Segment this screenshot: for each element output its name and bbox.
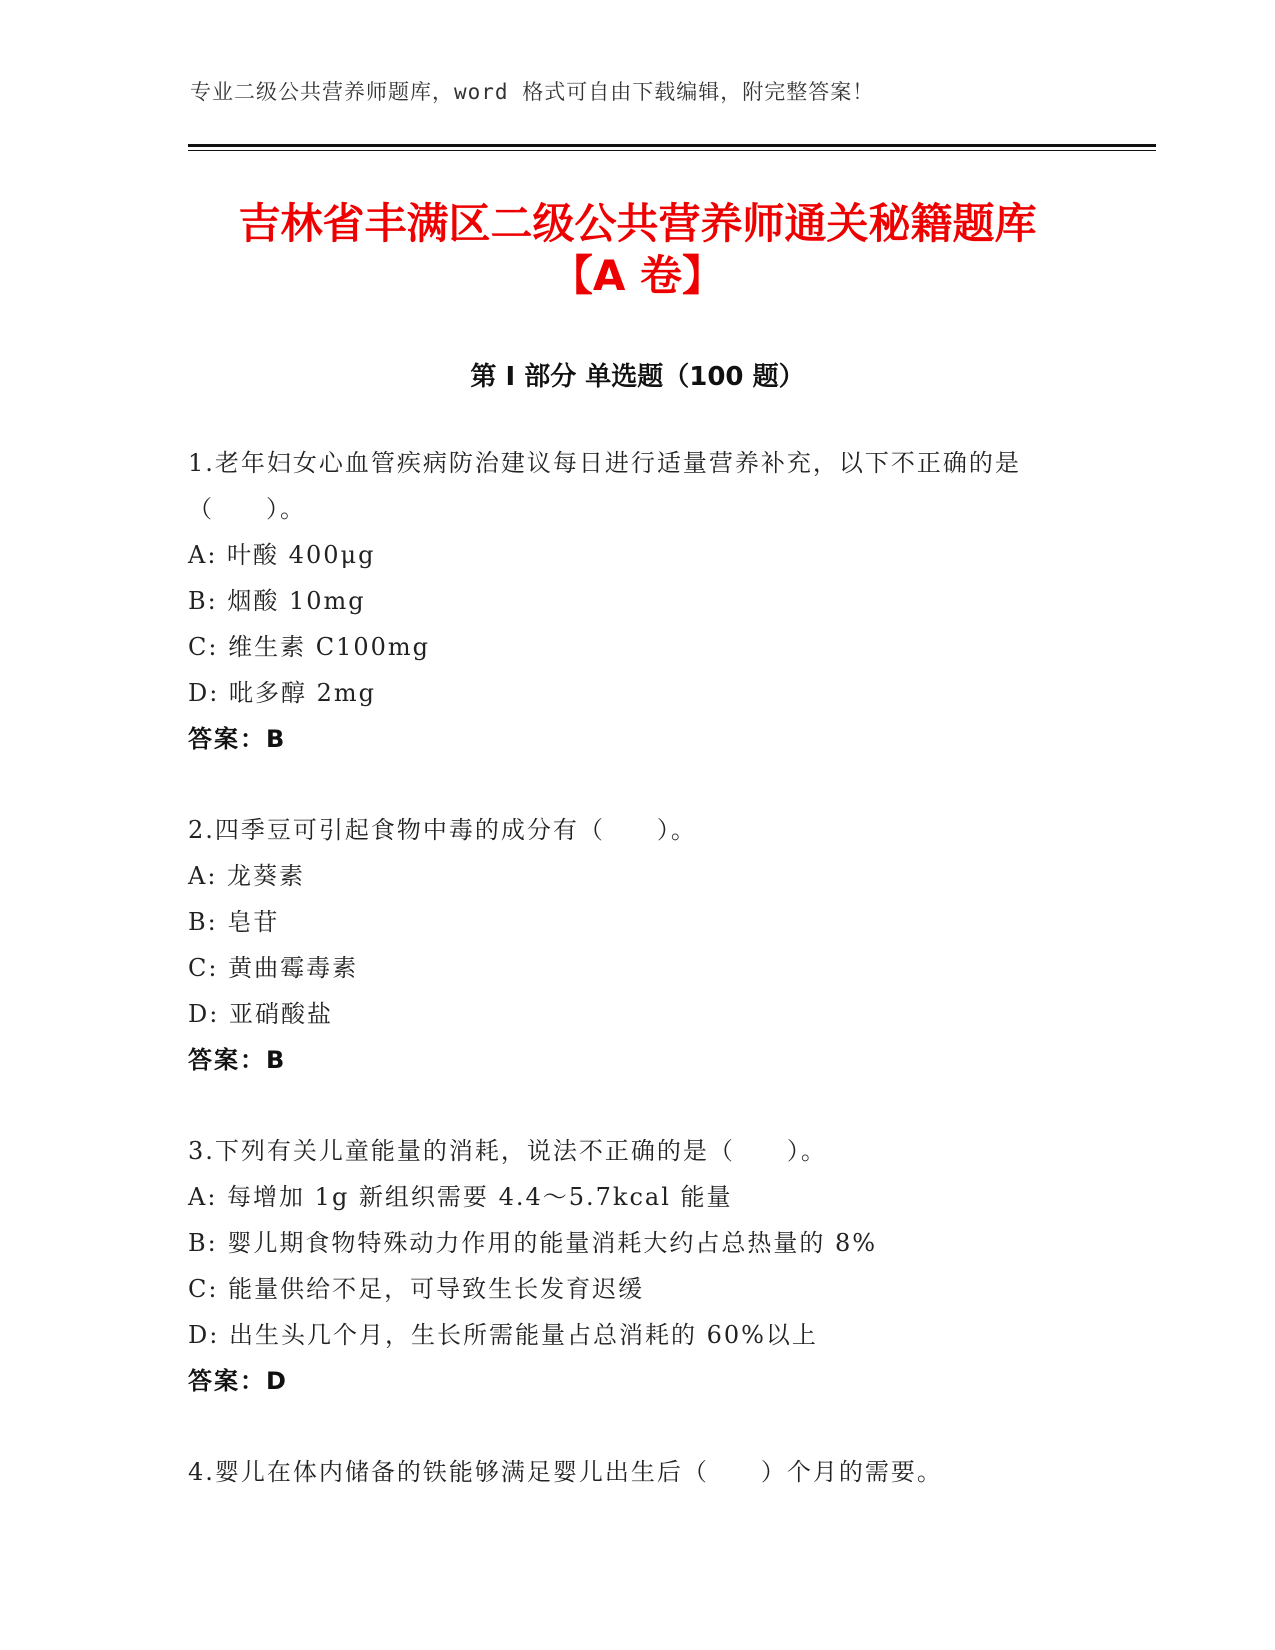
option-a: A: 每增加 1g 新组织需要 4.4～5.7kcal 能量 [188,1183,733,1211]
title-line-1: 吉林省丰满区二级公共营养师通关秘籍题库 [238,199,1037,248]
option-b: B: 烟酸 10mg [188,587,366,615]
section-heading: 第 I 部分 单选题（100 题） [470,362,805,392]
question-text: 2.四季豆可引起食物中毒的成分有（ ）。 [188,816,697,844]
question-text: 1.老年妇女心血管疾病防治建议每日进行适量营养补充，以下不正确的是（ ）。 [188,449,1021,523]
header-divider-thin [188,150,1156,151]
option-c: C: 黄曲霉毒素 [188,954,359,982]
option-d: D: 亚硝酸盐 [188,1000,333,1028]
document-title [0,198,1275,302]
answer: 答案：D [188,1367,288,1395]
question-text: 3.下列有关儿童能量的消耗，说法不正确的是（ ）。 [188,1137,827,1165]
option-c: C: 能量供给不足，可导致生长发育迟缓 [188,1275,645,1303]
header-divider-thick [188,144,1156,147]
option-d: D: 出生头几个月，生长所需能量占总消耗的 60%以上 [188,1321,818,1349]
option-d: D: 吡多醇 2mg [188,679,376,707]
answer: 答案：B [188,1046,287,1074]
option-a: A: 龙葵素 [188,862,306,890]
question-2 [188,807,1088,1083]
header-note: 专业二级公共营养师题库，word 格式可自由下载编辑，附完整答案！ [190,80,875,104]
option-b: B: 婴儿期食物特殊动力作用的能量消耗大约占总热量的 8% [188,1229,878,1257]
question-text: 4.婴儿在体内储备的铁能够满足婴儿出生后（ ）个月的需要。 [188,1458,943,1486]
question-4 [188,1449,1088,1495]
question-list [188,440,1088,1495]
title-line-2: 【A 卷】 [550,251,725,300]
question-3 [188,1128,1088,1404]
option-b: B: 皂苷 [188,908,280,936]
option-a: A: 叶酸 400μg [188,541,376,569]
answer: 答案：B [188,725,287,753]
question-1 [188,440,1088,762]
option-c: C: 维生素 C100mg [188,633,430,661]
